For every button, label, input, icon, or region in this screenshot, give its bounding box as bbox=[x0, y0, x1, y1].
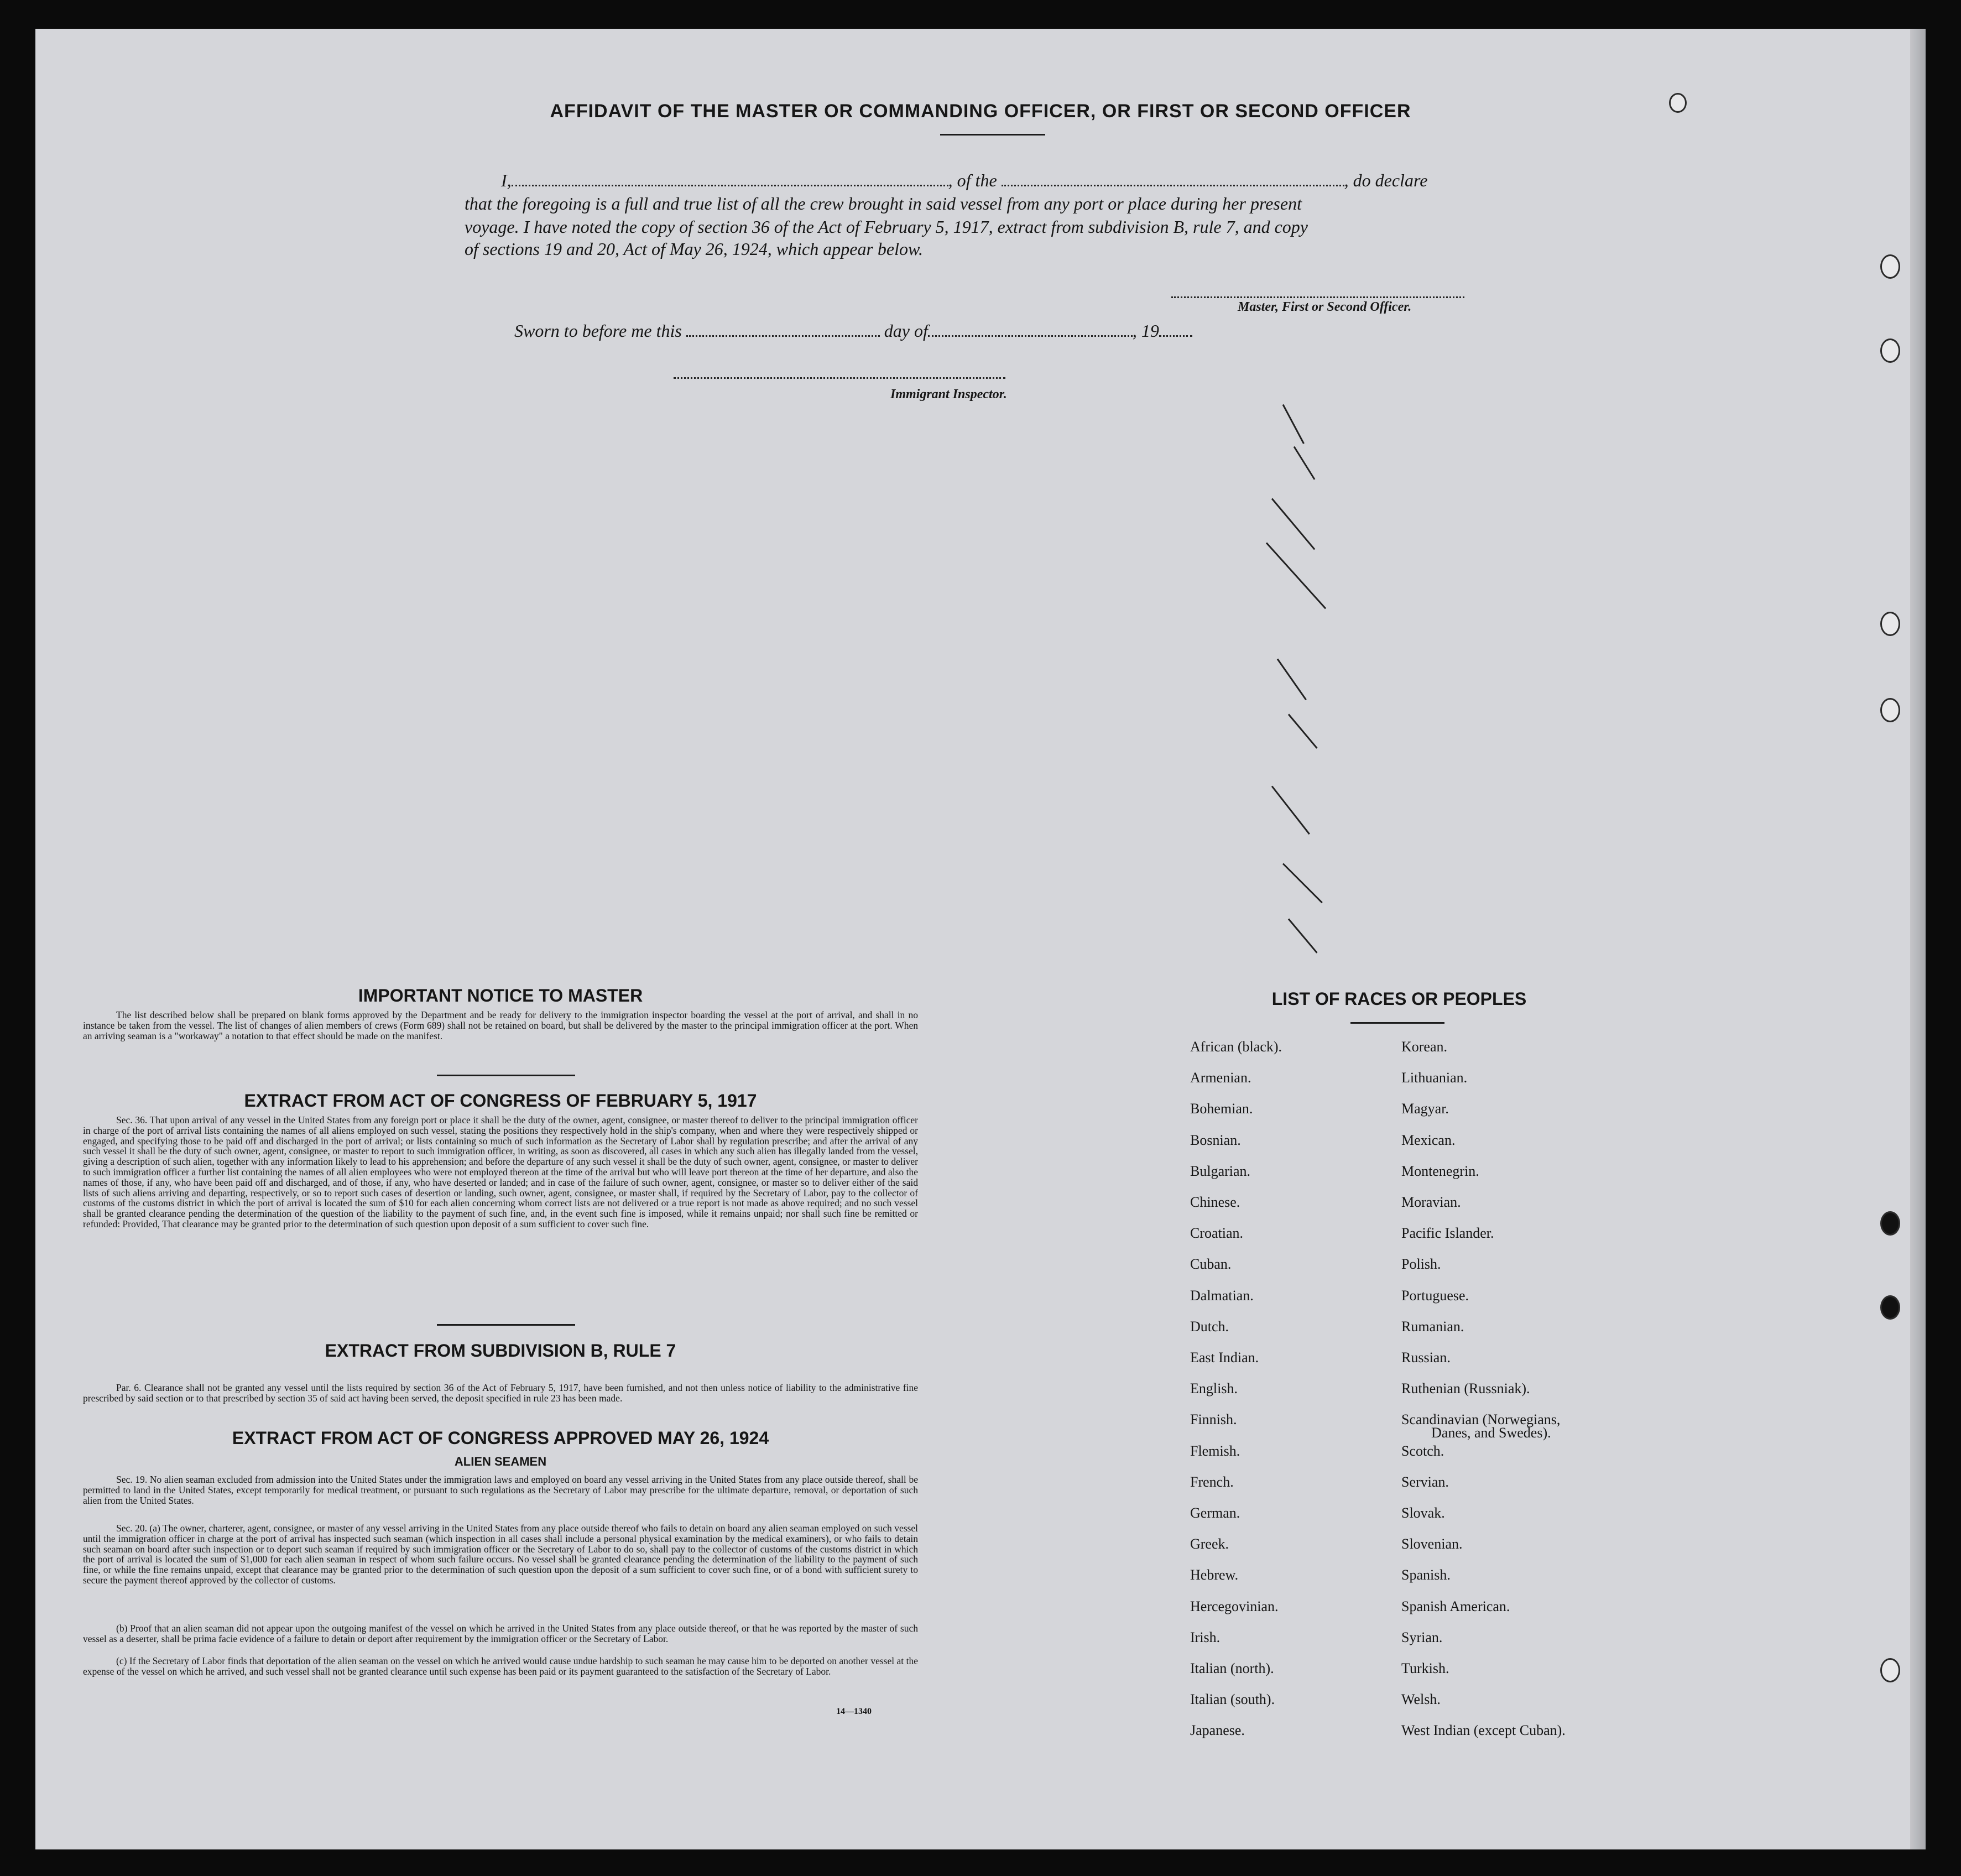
extract-1917-title: EXTRACT FROM ACT OF CONGRESS OF FEBRUARY 5, 1917 bbox=[244, 1091, 757, 1111]
race-item: Slovenian. bbox=[1401, 1536, 1463, 1552]
affidavit-line-4: of sections 19 and 20, Act of May 26, 1924, which appear below. bbox=[465, 239, 923, 259]
race-item: Welsh. bbox=[1401, 1691, 1441, 1708]
binder-hole bbox=[1880, 1658, 1900, 1682]
race-item: Russian. bbox=[1401, 1349, 1451, 1366]
binder-hole bbox=[1880, 698, 1900, 722]
vessel-blank[interactable] bbox=[1002, 180, 1344, 186]
race-item: Pacific Islander. bbox=[1401, 1225, 1494, 1242]
sworn-prefix: Sworn to before me this bbox=[514, 321, 682, 341]
race-item: Scandinavian (Norwegians, bbox=[1401, 1411, 1561, 1428]
race-item: Italian (south). bbox=[1190, 1691, 1275, 1708]
master-signature-line[interactable] bbox=[1171, 292, 1464, 298]
sheet-edge bbox=[1910, 29, 1926, 1849]
race-item: Hercegovinian. bbox=[1190, 1598, 1279, 1614]
sworn-day-of: day of bbox=[884, 321, 928, 341]
binder-hole bbox=[1880, 254, 1900, 279]
race-item: Italian (north). bbox=[1190, 1660, 1274, 1676]
binder-hole bbox=[1880, 1295, 1900, 1320]
race-item: Scotch. bbox=[1401, 1442, 1444, 1459]
race-item: Moravian. bbox=[1401, 1194, 1461, 1210]
affidavit-line-3: voyage. I have noted the copy of section 36 of the Act of February 5, 1917, extract from subdivision B, rule 7, and copy bbox=[465, 217, 1308, 237]
affidavit-line-1 bbox=[501, 170, 1427, 191]
master-signature-caption: Master, First or Second Officer. bbox=[1238, 300, 1412, 314]
sec-19-text: Sec. 19. No alien seaman excluded from admission into the United States under the immigration laws and employed on board any vessel arriving in the United States from any place outside thereof, shall be permitted to land in the United States, except temporarily for medical treatment, or pursuant to such regulations as the Secretary of Labor may prescribe for the ultimate departure, removal, or deportation of such alien from the United States. bbox=[83, 1474, 918, 1506]
race-item: East Indian. bbox=[1190, 1349, 1259, 1366]
alien-seamen-subtitle: ALIEN SEAMEN bbox=[454, 1455, 547, 1468]
affidavit-i: I, bbox=[501, 170, 512, 190]
affidavit-title: AFFIDAVIT OF THE MASTER OR COMMANDING OFFICER, OR FIRST OR SECOND OFFICER bbox=[550, 101, 1411, 122]
race-item: Ruthenian (Russniak). bbox=[1401, 1380, 1530, 1397]
race-item: Rumanian. bbox=[1401, 1318, 1464, 1335]
race-item: Magyar. bbox=[1401, 1101, 1449, 1117]
race-item: French. bbox=[1190, 1473, 1234, 1490]
binder-hole bbox=[1880, 1211, 1900, 1236]
affidavit-declare: , do declare bbox=[1344, 170, 1428, 190]
races-title: LIST OF RACES OR PEOPLES bbox=[1271, 989, 1527, 1009]
binder-hole bbox=[1669, 93, 1687, 113]
race-item: Bosnian. bbox=[1190, 1132, 1241, 1148]
sworn-year-blank[interactable] bbox=[1159, 331, 1192, 337]
races-title-rule bbox=[1350, 1022, 1444, 1024]
rule-2 bbox=[437, 1324, 575, 1326]
affidavit-of-the: , of the bbox=[948, 170, 997, 190]
race-item: Finnish. bbox=[1190, 1411, 1237, 1428]
rule-7-title: EXTRACT FROM SUBDIVISION B, RULE 7 bbox=[325, 1341, 676, 1361]
race-item: Irish. bbox=[1190, 1629, 1221, 1645]
race-item: Syrian. bbox=[1401, 1629, 1443, 1645]
race-item: Bulgarian. bbox=[1190, 1163, 1251, 1179]
race-item: Spanish. bbox=[1401, 1567, 1451, 1583]
sec-20a-text: Sec. 20. (a) The owner, charterer, agent, consignee, or master of any vessel arriving in the United States from any place outside thereof who fails to detain on board any alien seaman employed on such vessel until the immigration officer in charge at the port of arrival has inspected such seaman (which inspection in all cases shall include a personal physical examination by the medical examiners), or who fails to detain such seaman on board after such inspection or to deport such seaman if required by such immigration officer or the Secretary of Labor to do so, shall pay to the collector of customs of the customs district in which the port of arrival is located the sum of $1,000 for each alien seaman in respect of whom such failure occurs. No vessel shall be granted clearance pending the determination of the liability to the payment of such fine, or while the fine remains unpaid, except that clearance may be granted prior to the determination of such question upon the deposit of a sum sufficient to cover such fine, or of a bond with sufficient surety to secure the payment thereof approved by the collector of customs. bbox=[83, 1523, 918, 1586]
race-item: Polish. bbox=[1401, 1256, 1441, 1273]
race-item: Cuban. bbox=[1190, 1256, 1232, 1273]
race-item: Dutch. bbox=[1190, 1318, 1229, 1335]
race-item: Japanese. bbox=[1190, 1722, 1245, 1739]
race-item: Croatian. bbox=[1190, 1225, 1244, 1242]
inspector-signature-line[interactable] bbox=[674, 373, 1005, 379]
notice-title: IMPORTANT NOTICE TO MASTER bbox=[358, 986, 643, 1005]
race-item: Portuguese. bbox=[1401, 1287, 1469, 1304]
sworn-month-blank[interactable] bbox=[928, 331, 1133, 337]
race-item: Korean. bbox=[1401, 1039, 1448, 1055]
race-item-continuation: Danes, and Swedes). bbox=[1431, 1425, 1551, 1441]
race-item: Greek. bbox=[1190, 1536, 1229, 1552]
sworn-line bbox=[514, 321, 1192, 341]
race-item: German. bbox=[1190, 1505, 1240, 1521]
race-item: Mexican. bbox=[1401, 1132, 1456, 1148]
race-item: Spanish American. bbox=[1401, 1598, 1510, 1614]
sworn-day-blank[interactable] bbox=[686, 331, 880, 337]
race-item: Slovak. bbox=[1401, 1505, 1445, 1521]
notice-text: The list described below shall be prepared on blank forms approved by the Department and be ready for delivery to the immigration inspector boarding the vessel at the port of arrival, and shall in no instance be taken from the vessel. The list of changes of alien members of crews (Form 689) shall not be retained on board, but shall be delivered by the master to the principal immigration officer at the port. When an arriving seaman is a "workaway" a notation to that effect should be made on the manifest. bbox=[83, 1009, 918, 1041]
race-item: Chinese. bbox=[1190, 1194, 1240, 1210]
race-item: Servian. bbox=[1401, 1473, 1449, 1490]
race-item: African (black). bbox=[1190, 1039, 1282, 1055]
race-item: Armenian. bbox=[1190, 1070, 1251, 1086]
inspector-caption: Immigrant Inspector. bbox=[890, 387, 1007, 402]
race-item: Flemish. bbox=[1190, 1442, 1240, 1459]
sec-20c-text: (c) If the Secretary of Labor finds that deportation of the alien seaman on the vessel on which he arrived would cause undue hardship to such seaman he may cause him to be deported on another vessel at the expense of the vessel on which he arrived, and such vessel shall not be granted clearance until such expense has been paid or its payment guaranteed to the satisfaction of the Secretary of Labor. bbox=[83, 1655, 918, 1677]
binder-hole bbox=[1880, 612, 1900, 636]
sworn-year: , 19 bbox=[1132, 321, 1159, 341]
binder-hole bbox=[1880, 338, 1900, 363]
race-item: English. bbox=[1190, 1380, 1238, 1397]
race-item: Bohemian. bbox=[1190, 1101, 1253, 1117]
extract-1924-title: EXTRACT FROM ACT OF CONGRESS APPROVED MAY 26, 1924 bbox=[232, 1428, 769, 1448]
rule-1 bbox=[437, 1075, 575, 1076]
sec-20b-text: (b) Proof that an alien seaman did not appear upon the outgoing manifest of the vessel on which he arrived in the United States from any place outside thereof, or that he was reported by the master of such vessel as a deserter, shall be prima facie evidence of a failure to detain or deport after requirement by the immigration officer or the Secretary of Labor. bbox=[83, 1623, 918, 1644]
rule-7-text: Par. 6. Clearance shall not be granted any vessel until the lists required by section 36 of the Act of February 5, 1917, have been furnished, and not then unless notice of liability to the administrative fine prescribed by said section or to that prescribed by section 35 of said act having been served, the deposit specified in rule 23 has been made. bbox=[83, 1382, 918, 1404]
race-item: Lithuanian. bbox=[1401, 1070, 1468, 1086]
form-number: 14—1340 bbox=[836, 1707, 872, 1716]
race-item: Montenegrin. bbox=[1401, 1163, 1479, 1179]
affidavit-line-2: that the foregoing is a full and true list of all the crew brought in said vessel from any port or place during her present bbox=[465, 194, 1302, 213]
title-rule bbox=[940, 134, 1045, 136]
race-item: Turkish. bbox=[1401, 1660, 1449, 1676]
extract-1917-text: Sec. 36. That upon arrival of any vessel in the United States from any foreign port or place it shall be the duty of the owner, agent, consignee, or master thereof to deliver to the principal immigration officer in charge of the port of arrival lists containing the names of all aliens employed on such vessel, stating the positions they respectively hold in the ship's company, when and where they were respectively shipped or engaged, and specifying those to be paid off and discharged in the port of arrival; or lists containing so much of such information as the Secretary of Labor shall by regulation prescribe; and after the arrival of any such vessel it shall be the duty of such owner, agent, consignee, or master to report to such immigration officer, in writing, as soon as discovered, all cases in which any such alien has illegally landed from the vessel, giving a description of such alien, together with any information likely to lead to his apprehension; and before the departure of any such vessel it shall be the duty of such owner, agent, consignee, or master to deliver to such immigration officer a further list containing the names of all alien employees who were not employed thereon at the time of the arrival but who will leave port thereon at the time of her departure, and also the names of those, if any, who have been paid off and discharged, and of those, if any, who have deserted or landed; and in case of the failure of such owner, agent, consignee, or master so to deliver either of the said lists of such aliens arriving and departing, respectively, or so to report such cases of desertion or landing, such owner, agent, consignee, or master shall, if required by the Secretary of Labor, pay to the collector of customs of the customs district in which the port of arrival is located the sum of $10 for each alien concerning whom correct lists are not delivered or a true report is not made as above required; and no such vessel shall be granted clearance pending the determination of the question of the liability to the payment of such fine, and, in the event such fine is imposed, while it remains unpaid; nor shall such fine be remitted or refunded: Provided, That clearance may be granted prior to the determination of such question upon deposit of a sum sufficient to cover such fine. bbox=[83, 1114, 918, 1229]
race-item: Dalmatian. bbox=[1190, 1287, 1254, 1304]
race-item: Hebrew. bbox=[1190, 1567, 1239, 1583]
name-blank[interactable] bbox=[512, 180, 948, 186]
race-item: West Indian (except Cuban). bbox=[1401, 1722, 1566, 1739]
